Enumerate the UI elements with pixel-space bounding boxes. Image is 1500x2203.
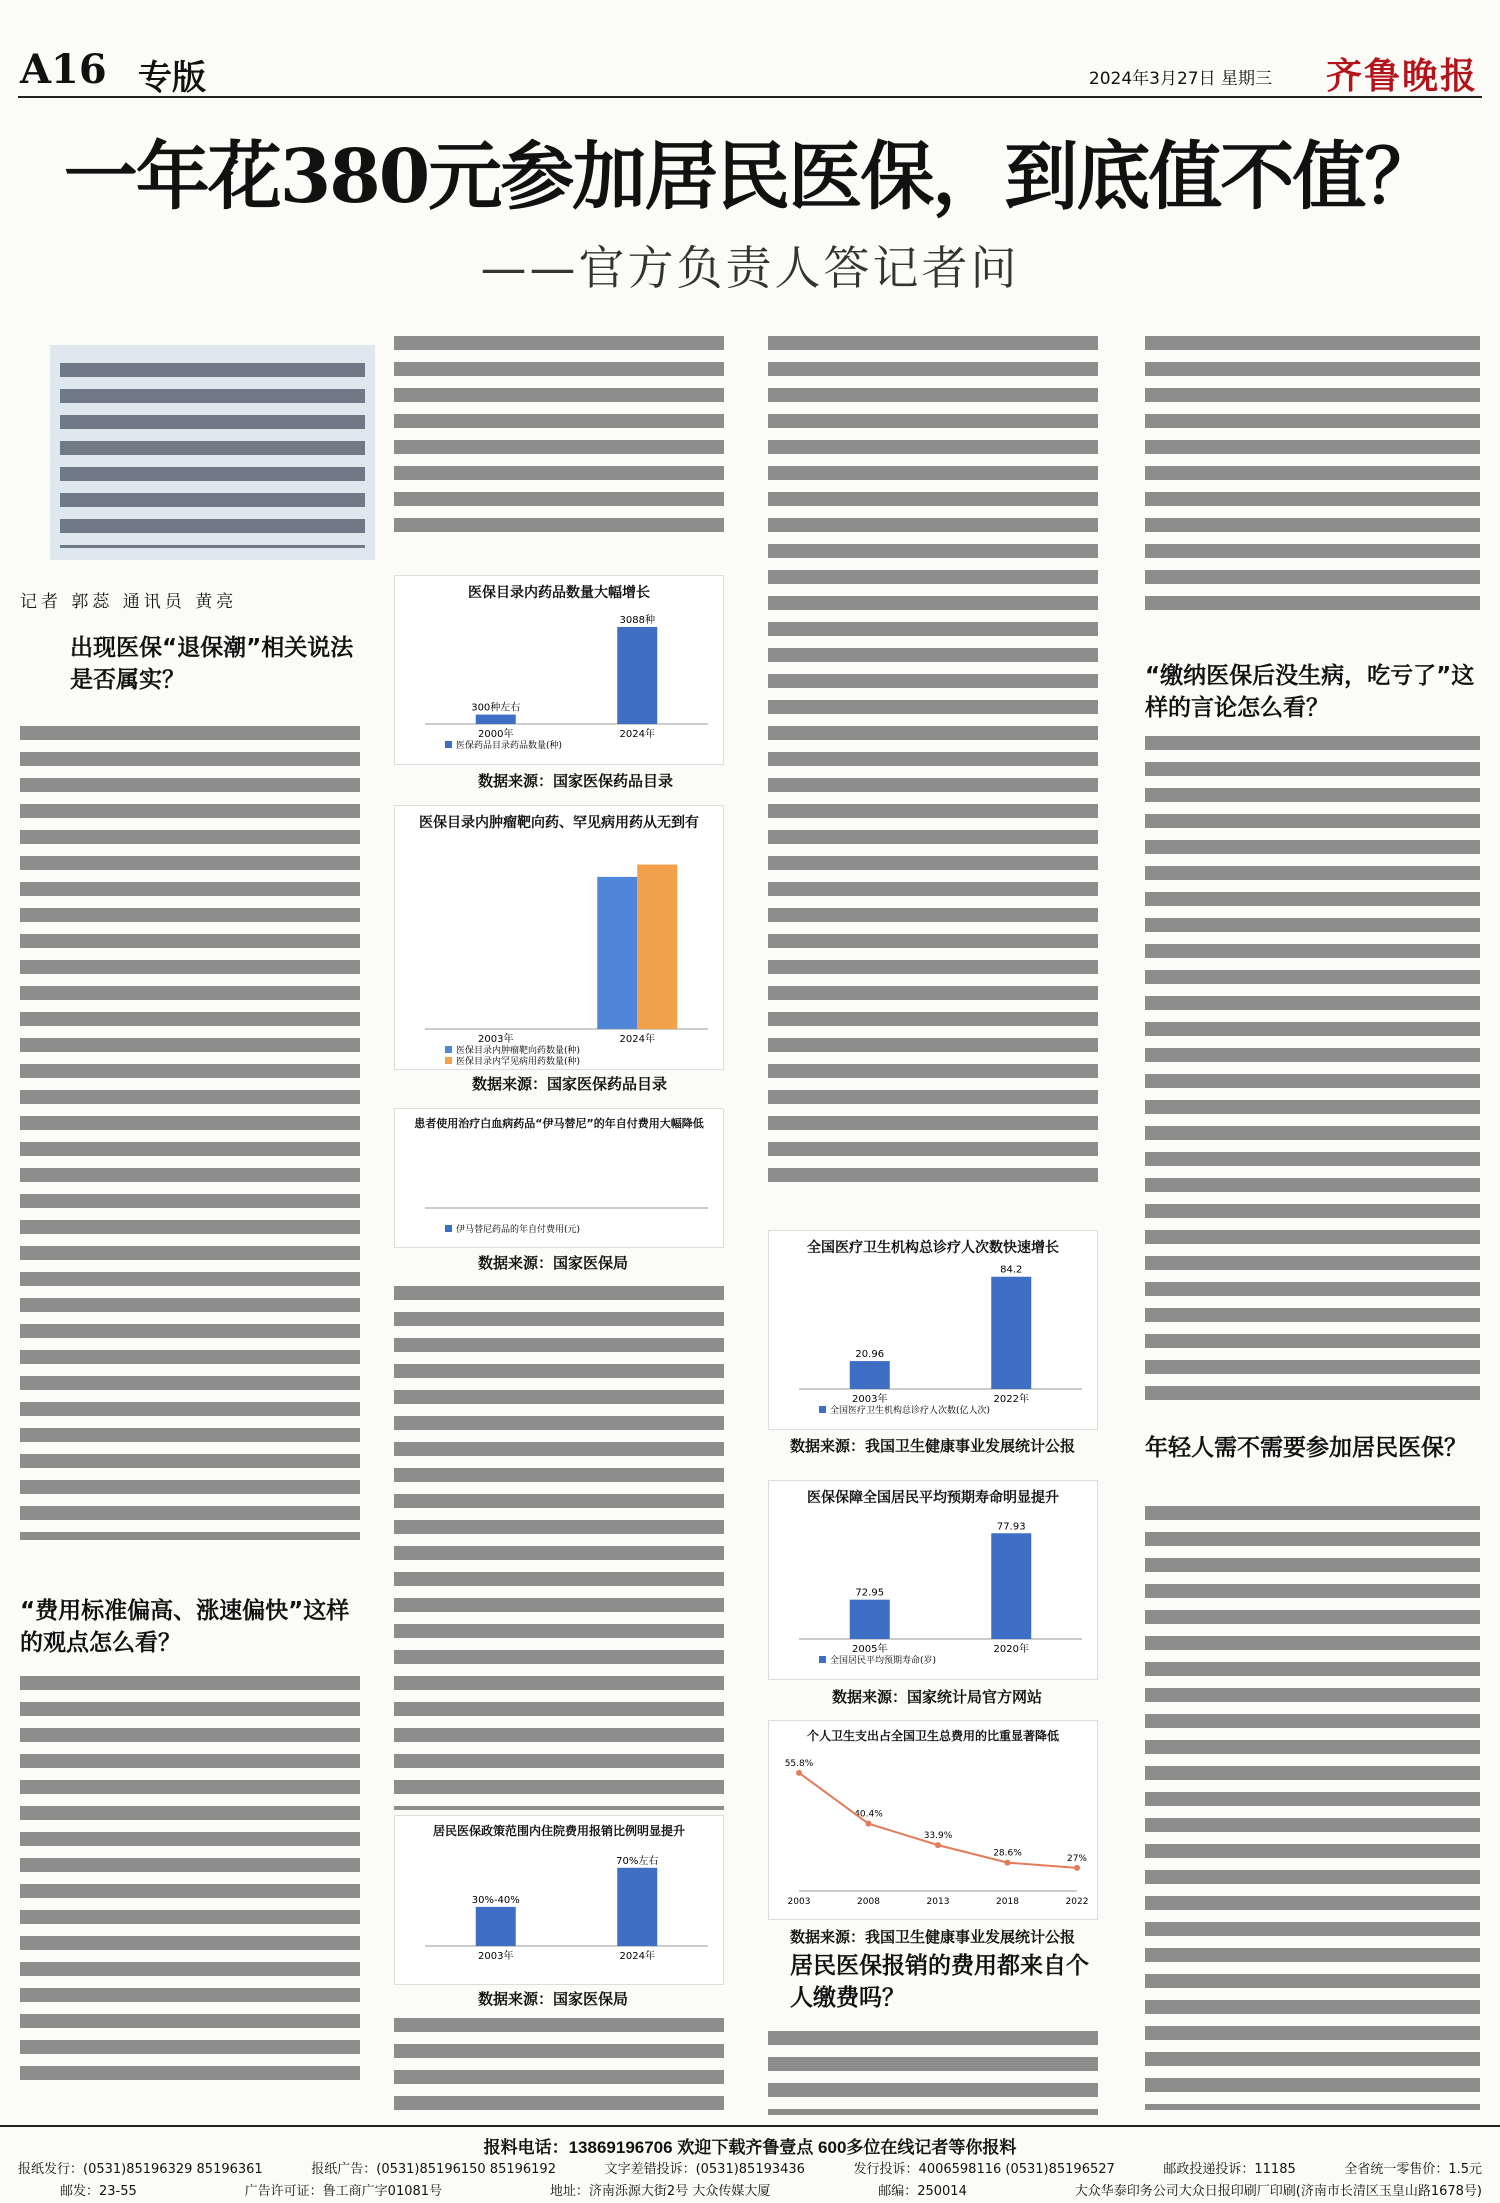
headline: 一年花380元参加居民医保，到底值不值？ bbox=[63, 134, 1437, 220]
tick-label: 2003 bbox=[787, 1897, 811, 1907]
issue-date: 2024年3月27日 星期三 bbox=[1088, 69, 1272, 89]
article-text bbox=[394, 330, 724, 535]
series-line bbox=[799, 1773, 1077, 1868]
tick-label: 2024年 bbox=[619, 1951, 655, 1962]
legend-label: 全国居民平均预期寿命(岁) bbox=[830, 1656, 937, 1666]
bar bbox=[617, 1868, 657, 1946]
lead-box bbox=[50, 345, 375, 560]
legend-swatch bbox=[445, 1225, 452, 1232]
data-source: 数据来源：我国卫生健康事业发展统计公报 bbox=[790, 1437, 1076, 1455]
heading-5: 年轻人需不需要参加居民医保？ bbox=[1145, 1435, 1467, 1461]
data-source: 数据来源：国家医保药品目录 bbox=[478, 772, 674, 790]
data-source: 数据来源：国家统计局官方网站 bbox=[832, 1688, 1043, 1706]
heading-4: “缴纳医保后没生病，吃亏了”这样的言论怎么看？ bbox=[1145, 663, 1475, 721]
data-label: 300种左右 bbox=[471, 702, 521, 714]
tick-label: 2008 bbox=[857, 1897, 880, 1907]
section-name: 专版 bbox=[138, 58, 206, 98]
bar bbox=[637, 865, 677, 1029]
tick-label: 2003年 bbox=[852, 1394, 888, 1405]
legend-swatch bbox=[819, 1406, 826, 1413]
chart-reimbursement: 居民医保政策范围内住院费用报销比例明显提升 30%-40% 2003年 70%左右 2024年 bbox=[394, 1815, 724, 1985]
heading-1: 出现医保“退保潮”相关说法是否属实？ bbox=[70, 635, 354, 693]
data-label: 27% bbox=[1066, 1853, 1088, 1864]
tick-label: 2018 bbox=[996, 1897, 1019, 1907]
data-label: 70%左右 bbox=[616, 1855, 659, 1867]
bar bbox=[850, 1600, 890, 1639]
article-text bbox=[768, 2025, 1098, 2115]
article-text bbox=[20, 1670, 360, 2090]
chart-out-of-pocket: 个人卫生支出占全国卫生总费用的比重显著降低 55.8% 2003 40.4% 2008 33.9% 2013 28.6% 2018 27% 2022 bbox=[768, 1720, 1098, 1920]
tick-label: 2024年 bbox=[619, 729, 655, 740]
tick-label: 2013 bbox=[926, 1897, 950, 1907]
article-text bbox=[394, 1280, 724, 1810]
legend-swatch bbox=[445, 1046, 452, 1053]
data-label: 84.2 bbox=[1000, 1264, 1023, 1276]
tick-label: 2003年 bbox=[478, 1034, 514, 1045]
data-label: 3088种 bbox=[619, 614, 655, 626]
article-text bbox=[394, 2012, 724, 2112]
tick-label: 2005年 bbox=[852, 1644, 888, 1655]
legend-label: 伊马替尼药品的年自付费用(元) bbox=[456, 1225, 581, 1235]
legend-swatch bbox=[819, 1656, 826, 1663]
legend-label: 全国医疗卫生机构总诊疗人次数(亿人次) bbox=[830, 1406, 991, 1416]
bar bbox=[991, 1533, 1031, 1639]
article-text bbox=[20, 720, 360, 1540]
data-label: 28.6% bbox=[993, 1848, 1022, 1859]
footer-address: 邮发：23-55 广告许可证：鲁工商广字01081号 地址：济南泺源大街2号 大众传媒大厦 邮编：250014 大众华泰印务公司大众日报印刷厂印刷(济南市长清区玉皇山路1678号) bbox=[60, 2184, 1482, 2199]
subheadline: ——官方负责人答记者问 bbox=[480, 241, 1020, 295]
data-source: 数据来源：国家医保局 bbox=[478, 1254, 629, 1272]
data-label: 77.93 bbox=[996, 1521, 1026, 1533]
byline: 记者 郭蕊 通讯员 黄亮 bbox=[20, 592, 238, 612]
data-label: 20.96 bbox=[855, 1349, 885, 1361]
tick-label: 2020年 bbox=[993, 1644, 1029, 1655]
bar bbox=[850, 1361, 890, 1389]
article-text bbox=[1145, 1500, 1480, 2110]
tick-label: 2003年 bbox=[478, 1951, 514, 1962]
bar bbox=[617, 627, 657, 724]
data-label: 72.95 bbox=[855, 1587, 885, 1599]
data-label: 33.9% bbox=[923, 1831, 953, 1842]
tick-label: 2022 bbox=[1065, 1897, 1089, 1907]
legend-label: 医保目录内肿瘤靶向药数量(种) bbox=[456, 1046, 581, 1056]
article-text bbox=[1145, 730, 1480, 1410]
article-text bbox=[768, 330, 1098, 1190]
legend-label: 医保药品目录药品数量(种) bbox=[456, 741, 563, 751]
data-source: 数据来源：我国卫生健康事业发展统计公报 bbox=[790, 1928, 1076, 1946]
bar bbox=[476, 1907, 516, 1946]
masthead bbox=[18, 40, 1482, 98]
legend-swatch bbox=[445, 1057, 452, 1064]
tick-label: 2024年 bbox=[619, 1034, 655, 1045]
data-label: 40.4% bbox=[854, 1809, 883, 1820]
article-text bbox=[1145, 330, 1480, 615]
bar bbox=[597, 877, 637, 1029]
chart-drug-count: 医保目录内药品数量大幅增长 300种左右 2000年 3088种 2024年 医保药品目录药品数量(种) bbox=[394, 575, 724, 765]
chart-visits: 全国医疗卫生机构总诊疗人次数快速增长 20.96 2003年 84.2 2022年 全国医疗卫生机构总诊疗人次数(亿人次) bbox=[768, 1230, 1098, 1430]
legend-label: 医保目录内罕见病用药数量(种) bbox=[456, 1057, 581, 1067]
heading-2: “费用标准偏高、涨速偏快”这样的观点怎么看？ bbox=[20, 1598, 350, 1656]
tick-label: 2000年 bbox=[478, 729, 514, 740]
page-number: A16 bbox=[20, 46, 107, 93]
tick-label: 2022年 bbox=[993, 1394, 1029, 1405]
bar bbox=[991, 1277, 1031, 1389]
data-label: 55.8% bbox=[784, 1758, 814, 1769]
data-source: 数据来源：国家医保局 bbox=[478, 1990, 629, 2008]
bar bbox=[476, 715, 516, 724]
chart-imatinib: 患者使用治疗白血病药品“伊马替尼”的年自付费用大幅降低 伊马替尼药品的年自付费用(元) bbox=[394, 1108, 724, 1248]
paper-logo: 齐鲁晚报 bbox=[1325, 55, 1478, 97]
data-label: 30%-40% bbox=[471, 1894, 520, 1906]
footer-hotline: 报料电话：13869196706 欢迎下载齐鲁壹点 600多位在线记者等你报料 bbox=[0, 2125, 1500, 2158]
data-source: 数据来源：国家医保药品目录 bbox=[472, 1075, 668, 1093]
chart-life-expectancy: 医保保障全国居民平均预期寿命明显提升 72.95 2005年 77.93 2020年 全国居民平均预期寿命(岁) bbox=[768, 1480, 1098, 1680]
legend-swatch bbox=[445, 741, 452, 748]
chart-targeted-drugs: 医保目录内肿瘤靶向药、罕见病用药从无到有 2003年 2024年 医保目录内肿瘤靶向药数量(种) 医保目录内罕见病用药数量(种) bbox=[394, 805, 724, 1070]
footer-contacts: 报纸发行：(0531)85196329 85196361 报纸广告：(0531)85196150 85196192 文字差错投诉：(0531)85193436 发行投诉：4006598116 (0531)85196527 邮政投递投诉：11185 全省统一零售价：1.5元 bbox=[18, 2162, 1482, 2177]
heading-3: 居民医保报销的费用都来自个人缴费吗？ bbox=[790, 1953, 1089, 2011]
